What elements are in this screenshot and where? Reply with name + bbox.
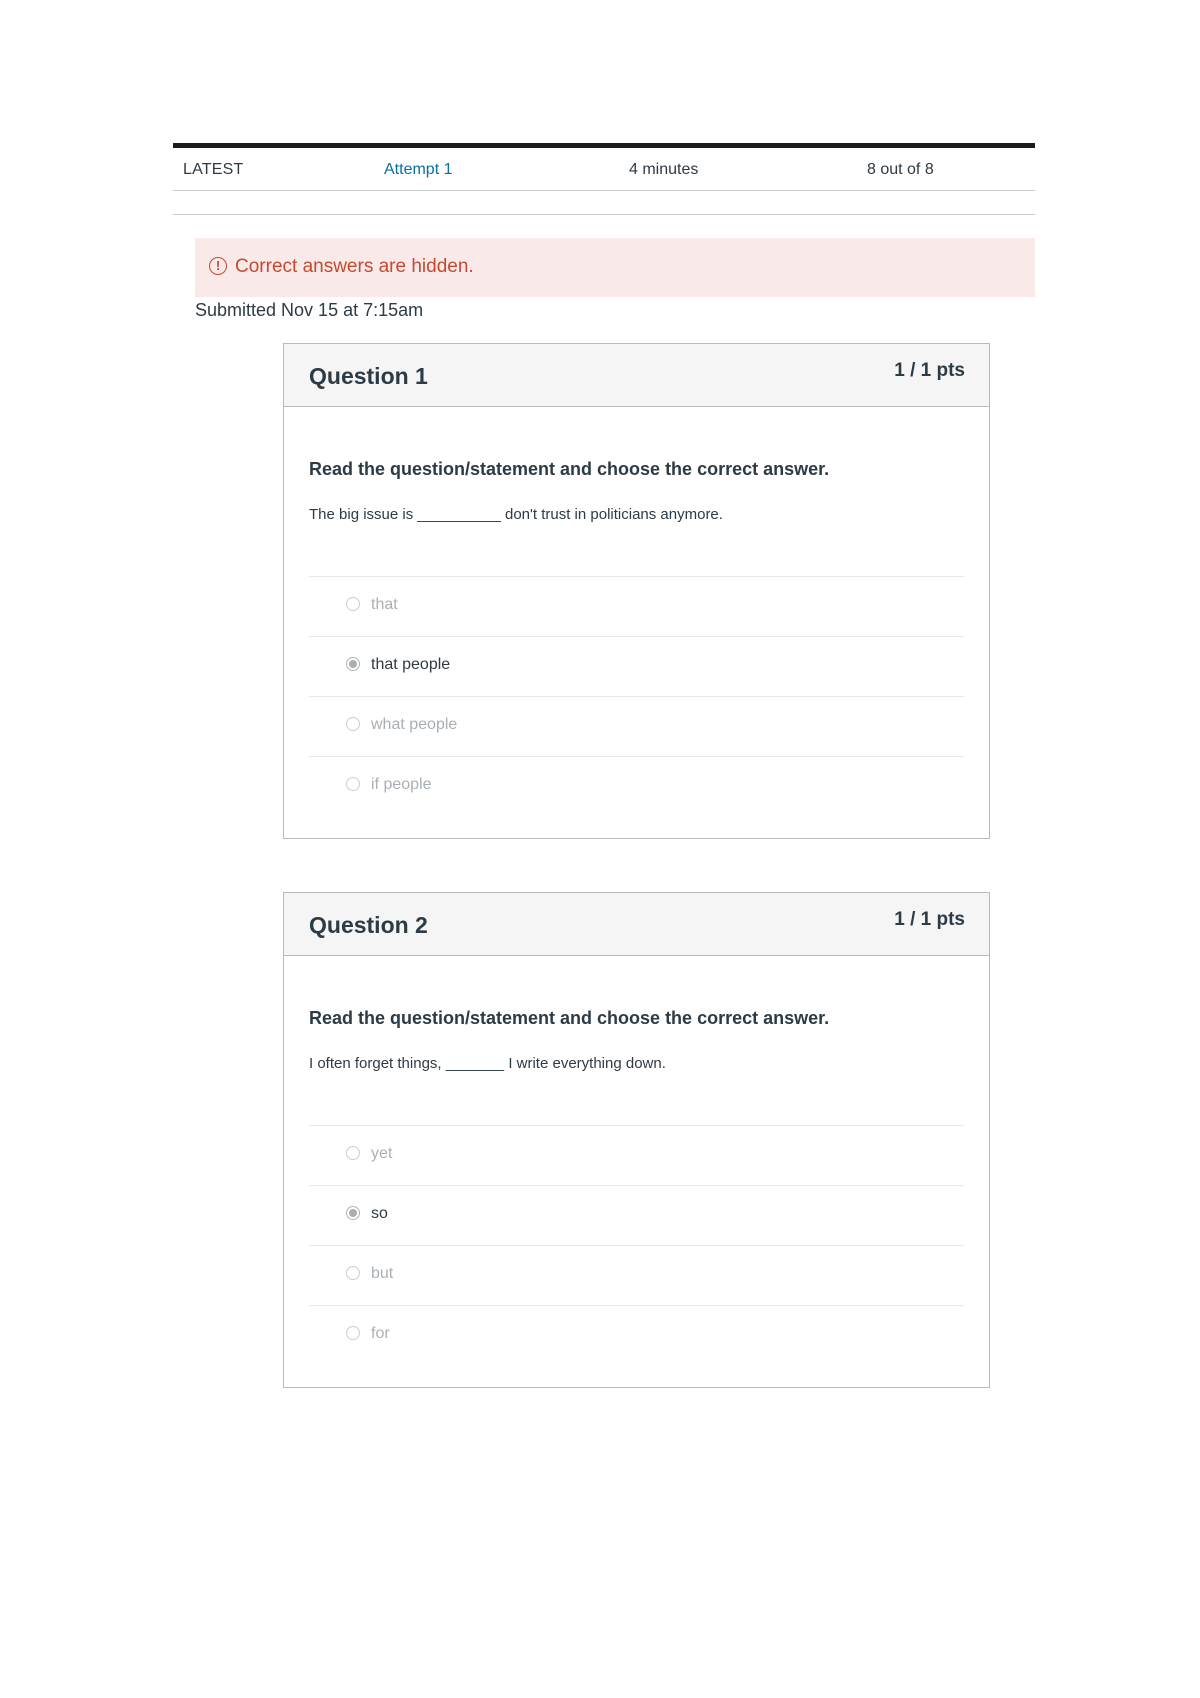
answer-list (309, 1125, 964, 1365)
alert-text: Correct answers are hidden. (235, 256, 474, 277)
answer-option-selected[interactable] (309, 637, 964, 697)
answer-option[interactable] (309, 1126, 964, 1186)
divider (173, 191, 1035, 215)
radio-button[interactable] (346, 777, 360, 791)
question-card-1 (283, 343, 990, 839)
answer-option-selected[interactable] (309, 1186, 964, 1246)
answer-option[interactable] (309, 1306, 964, 1365)
answer-label: that people (371, 656, 451, 673)
exclamation-circle-icon: ! (209, 257, 227, 275)
radio-button[interactable] (346, 1146, 360, 1160)
radio-button-selected[interactable] (346, 657, 360, 671)
answer-list (309, 576, 964, 816)
answer-label: if people (371, 776, 432, 793)
submitted-timestamp: Submitted Nov 15 at 7:15am (195, 300, 424, 320)
question-header (284, 344, 989, 407)
attempt-row (173, 148, 1035, 191)
attempt-history-table (173, 143, 1035, 215)
answer-label: what people (371, 716, 458, 733)
radio-button[interactable] (346, 1326, 360, 1340)
question-instruction: Read the question/statement and choose the correct answer. (309, 1008, 830, 1028)
question-points: 1 / 1 pts (894, 909, 965, 930)
question-points: 1 / 1 pts (894, 360, 965, 381)
radio-button-selected[interactable] (346, 1206, 360, 1220)
answer-label: for (371, 1325, 390, 1342)
radio-button[interactable] (346, 597, 360, 611)
attempt-link[interactable]: Attempt 1 (384, 161, 453, 178)
answer-label: yet (371, 1145, 393, 1162)
latest-label: LATEST (183, 161, 244, 178)
answer-label: that (371, 596, 398, 613)
question-title: Question 2 (309, 912, 428, 938)
correct-answers-hidden-alert (195, 238, 1035, 297)
attempt-time: 4 minutes (629, 161, 699, 178)
radio-button[interactable] (346, 1266, 360, 1280)
question-title: Question 1 (309, 363, 428, 389)
question-header (284, 893, 989, 956)
answer-option[interactable] (309, 757, 964, 816)
answer-label: but (371, 1265, 394, 1282)
answer-option[interactable] (309, 697, 964, 757)
answer-option[interactable] (309, 1246, 964, 1306)
answer-label: so (371, 1205, 388, 1222)
question-prompt: I often forget things, _______ I write everything down. (309, 1055, 666, 1072)
attempt-score: 8 out of 8 (867, 161, 934, 178)
radio-button[interactable] (346, 717, 360, 731)
question-instruction: Read the question/statement and choose the correct answer. (309, 459, 830, 479)
question-card-2 (283, 892, 990, 1388)
question-prompt: The big issue is __________ don't trust in politicians anymore. (309, 506, 723, 523)
answer-option[interactable] (309, 577, 964, 637)
